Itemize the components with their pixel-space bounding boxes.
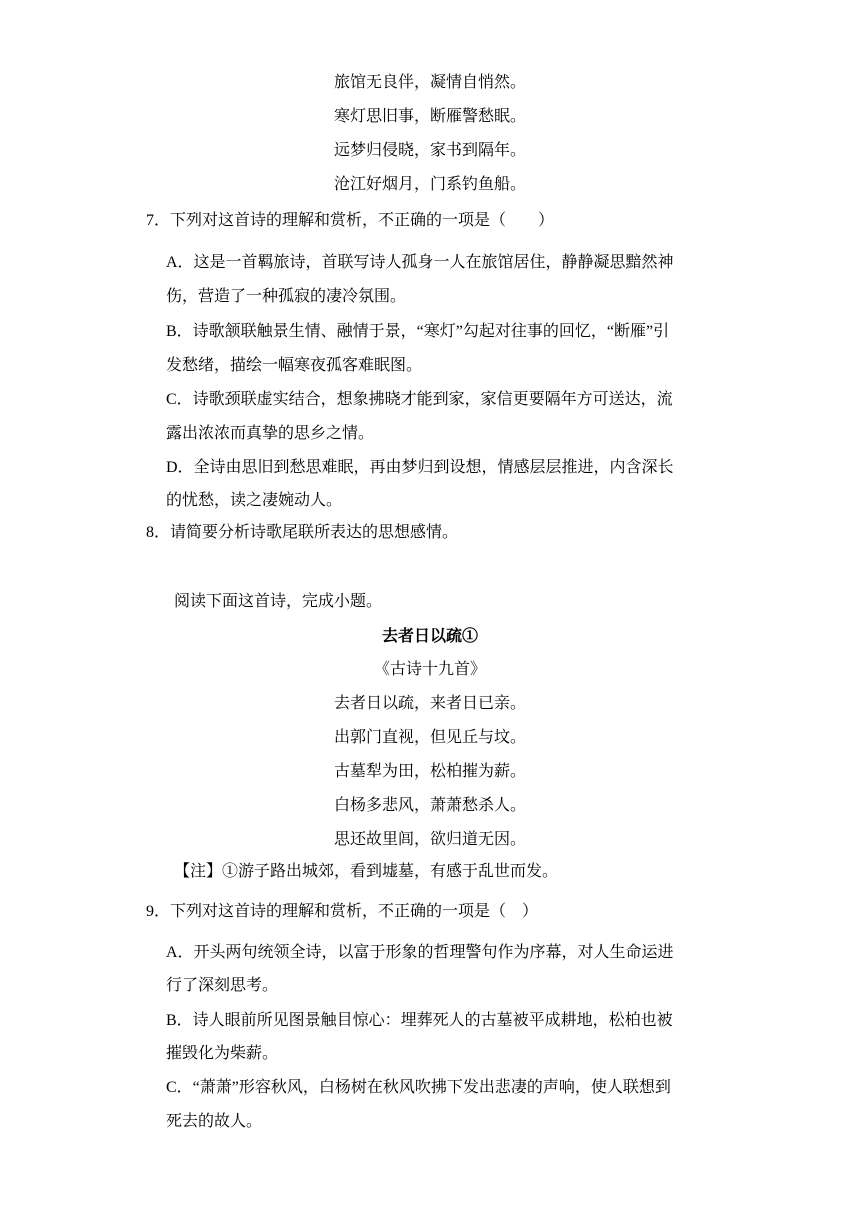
question-9-option-c-line-2: 死去的故人。 — [166, 1113, 263, 1130]
poem2-footnote: 【注】①游子路出城郊，看到墟墓，有感于乱世而发。 — [174, 863, 559, 880]
poem2-line-1: 去者日以疏，来者日已亲。 — [333, 693, 526, 712]
question-9-option-b-line-1: B．诗人眼前所见图景触目惊心：埋葬死人的古墓被平成耕地，松柏也被 — [166, 1012, 673, 1029]
question-9-option-b-line-2: 摧毁化为柴薪。 — [166, 1045, 279, 1062]
question-9-option-a-line-2: 行了深刻思考。 — [166, 977, 279, 994]
poem2-line-4: 白杨多悲风，萧萧愁杀人。 — [333, 795, 526, 814]
poem2-title: 去者日以疏① — [381, 626, 478, 645]
question-7-option-c-line-2: 露出浓浓而真挚的思乡之情。 — [166, 425, 375, 442]
question-7-option-d-line-1: D．全诗由思旧到愁思难眠，再由梦归到设想，情感层层推进，内含深长 — [166, 459, 674, 476]
question-9-stem: 9．下列对这首诗的理解和赏析，不正确的一项是（ ） — [146, 903, 539, 920]
question-7-option-a-line-2: 伤，营造了一种孤寂的凄冷氛围。 — [166, 288, 407, 305]
question-7-option-c-line-1: C．诗歌颈联虚实结合，想象拂晓才能到家，家信更要隔年方可送达，流 — [166, 391, 673, 408]
question-7-stem: 7．下列对这首诗的理解和赏析，不正确的一项是（ ） — [146, 212, 555, 229]
poem1-line-2: 寒灯思旧事，断雁警愁眠。 — [333, 106, 526, 125]
reading-instruction: 阅读下面这首诗，完成小题。 — [174, 593, 383, 610]
poem2-line-3: 古墓犁为田，松柏摧为薪。 — [333, 761, 526, 780]
question-7-option-b-line-2: 发愁绪，描绘一幅寒夜孤客难眠图。 — [166, 357, 423, 374]
poem2-line-2: 出郭门直视，但见丘与坟。 — [333, 727, 526, 746]
question-7-option-a-line-1: A．这是一首羁旅诗，首联写诗人孤身一人在旅馆居住，静静凝思黯然神 — [166, 254, 674, 271]
poem1-line-3: 远梦归侵晓，家书到隔年。 — [333, 140, 526, 159]
poem1-line-4: 沧江好烟月，门系钓鱼船。 — [333, 174, 526, 193]
poem2-line-5: 思还故里闾，欲归道无因。 — [333, 829, 526, 848]
question-7-option-b-line-1: B．诗歌颔联触景生情、融情于景，“寒灯”勾起对往事的回忆，“断雁”引 — [166, 323, 670, 340]
poem2-source: 《古诗十九首》 — [373, 659, 486, 678]
question-9-option-c-line-1: C．“萧萧”形容秋风，白杨树在秋风吹拂下发出悲凄的声响，使人联想到 — [166, 1079, 671, 1096]
poem1-line-1: 旅馆无良伴，凝情自悄然。 — [333, 72, 526, 91]
question-8-stem: 8．请简要分析诗歌尾联所表达的思想感情。 — [146, 524, 459, 541]
question-9-option-a-line-1: A．开头两句统领全诗，以富于形象的哲理警句作为序幕，对人生命运进 — [166, 944, 674, 961]
question-7-option-d-line-2: 的忧愁，读之凄婉动人。 — [166, 492, 343, 509]
